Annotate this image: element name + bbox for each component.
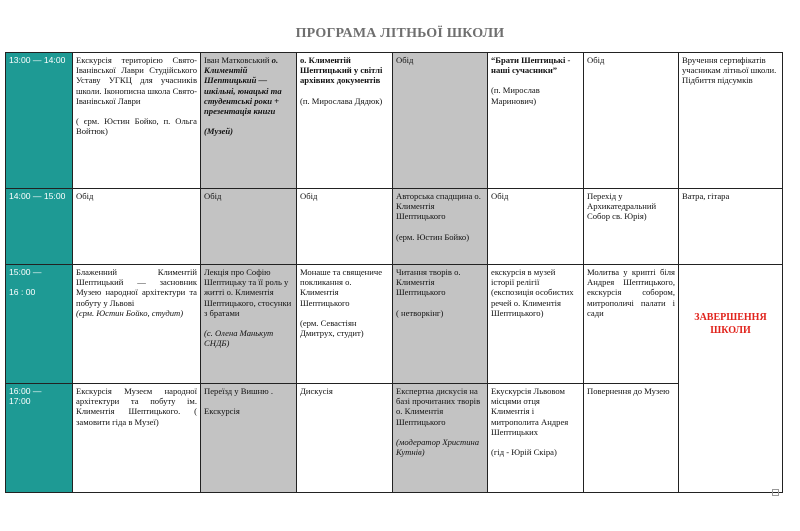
time-end: 17:00 — [9, 396, 31, 407]
finish-cell — [679, 265, 783, 493]
time-start: 16:00 — — [9, 386, 42, 396]
schedule-cell — [488, 189, 584, 265]
cell-text: Читання творів о. Климентія Шептицького — [396, 267, 461, 298]
schedule-cell — [297, 265, 393, 384]
table-row — [6, 189, 783, 265]
cell-text: Обід — [491, 191, 509, 201]
cell-text: Молитва у крипті біля Андрея Шептицького, екскурсія собором, митрополичі палати і сади — [587, 267, 675, 318]
cell-speaker: Іван Матковський — [204, 55, 270, 65]
page-title: ПРОГРАМА ЛІТНЬОЇ ШКОЛИ — [295, 26, 505, 41]
schedule-cell — [584, 384, 679, 493]
cell-note: (с. Олена Манькут СНДБ) — [204, 328, 274, 349]
schedule-cell — [297, 53, 393, 189]
schedule-cell — [488, 53, 584, 189]
finish-label: ЗАВЕРШЕННЯ ШКОЛИ — [694, 312, 767, 336]
schedule-cell — [73, 384, 201, 493]
time-cell — [6, 384, 73, 493]
cell-note: ( єрм. Юстин Бойко, п. Ольга Войтюк) — [76, 116, 197, 137]
time-end: 16 : 00 — [9, 287, 36, 298]
schedule-cell — [297, 189, 393, 265]
cell-text: Обід — [396, 55, 414, 65]
table-row — [6, 265, 783, 384]
time-start: 13:00 — 14:00 — [9, 55, 66, 65]
cell-note: (ерм. Севастіян Дмитрух, студит) — [300, 317, 364, 339]
cell-text: Перехід у Архикатедральний Собор св. Юрія) — [587, 191, 657, 222]
cell-note: (гід - Юрій Скіра) — [491, 447, 557, 458]
cell-text: Експертна дискусія на базі прочитаних творів о. Климентія Шептицького — [396, 386, 481, 427]
cell-text: Обід — [300, 191, 318, 201]
cell-note: ( нетворкінг) — [396, 307, 444, 318]
time-start: 14:00 — 15:00 — [9, 191, 66, 201]
cell-text-2: Екскурсія — [204, 406, 240, 417]
cell-text: екскурсія в музей історії релігії (експозиція особистих речей о. Климентія Шептицького) — [491, 267, 574, 318]
cell-text: Дискусія — [300, 386, 333, 396]
cell-text: Авторська спадщина о. Климентія Шептицького — [396, 191, 481, 222]
cell-text: Екускурсія Львовом місцями отця Климентія і митрополита Андрея Шептицьких — [491, 386, 569, 437]
schedule-cell — [488, 265, 584, 384]
schedule-cell — [584, 189, 679, 265]
schedule-cell — [201, 384, 297, 493]
cell-text: Ватра, гітара — [682, 191, 730, 201]
table-row — [6, 53, 783, 189]
schedule-cell — [488, 384, 584, 493]
cell-note: (п. Мирослав Маринович) — [491, 85, 540, 106]
cell-text: Обід — [76, 191, 94, 201]
cell-text: о. Климентій Шептицький у світлі архівних документів — [300, 55, 383, 86]
schedule-cell — [201, 189, 297, 265]
cell-text: Повернення до Музею — [587, 386, 670, 396]
cell-text: Обід — [587, 55, 605, 65]
cell-text: Екскурсія Музеєм народної архітектури та побуту ім. Климентія Шептицького. ( замовити гіда в Музеї) — [76, 386, 197, 427]
schedule-cell — [201, 53, 297, 189]
resize-handle[interactable] — [772, 489, 779, 496]
schedule-cell — [679, 53, 783, 189]
cell-text: Обід — [204, 191, 222, 201]
schedule-cell — [584, 265, 679, 384]
cell-text: Блаженний Климентій Шептицький — засновник Музею народної архітектури та побуту у Львові — [76, 267, 197, 308]
schedule-cell — [73, 189, 201, 265]
cell-text: Переїзд у Вишню . — [204, 386, 273, 396]
schedule-cell — [393, 53, 488, 189]
cell-note: (модератор Христина Кутнів) — [396, 436, 480, 458]
schedule-cell — [73, 265, 201, 384]
schedule-cell — [679, 189, 783, 265]
cell-text: “Брати Шептицькі - наші сучасники” — [491, 55, 571, 76]
schedule-cell — [73, 53, 201, 189]
schedule-cell — [297, 384, 393, 493]
time-cell — [6, 189, 73, 265]
cell-note: (єрм. Юстин Бойко, студит) — [76, 307, 184, 318]
cell-text: Монаше та священиче покликання о. Климентія Шептицького — [300, 267, 383, 308]
table-row — [6, 384, 783, 493]
schedule-cell — [201, 265, 297, 384]
time-cell — [6, 53, 73, 189]
cell-note: (ерм. Юстин Бойко) — [396, 231, 470, 242]
schedule-table — [5, 52, 783, 493]
schedule-cell — [584, 53, 679, 189]
cell-note: (Музей) — [204, 126, 234, 137]
schedule-cell — [393, 265, 488, 384]
schedule-cell — [393, 189, 488, 265]
cell-text: Лекція про Софію Шептицьку та її роль у житті о. Климентія Шептицького, стосунки з братами — [204, 267, 292, 318]
time-cell — [6, 265, 73, 384]
cell-text: о. Климентій Шептицький — шкільні, юнацькі та студентські роки + презентація книги — [204, 55, 282, 117]
cell-note: (п. Мирослава Дядюк) — [300, 95, 383, 106]
schedule-cell — [393, 384, 488, 493]
time-start: 15:00 — — [9, 267, 42, 277]
cell-text: Вручення сертифікатів учасникам літньої школи. Підбиття підсумків — [682, 55, 777, 86]
cell-text: Екскурсія територією Свято-Іванівської Лаври Студійського Уставу УГКЦ для учасників школи. Іконописна школа Свято-Іванівської Лаври — [76, 55, 197, 106]
